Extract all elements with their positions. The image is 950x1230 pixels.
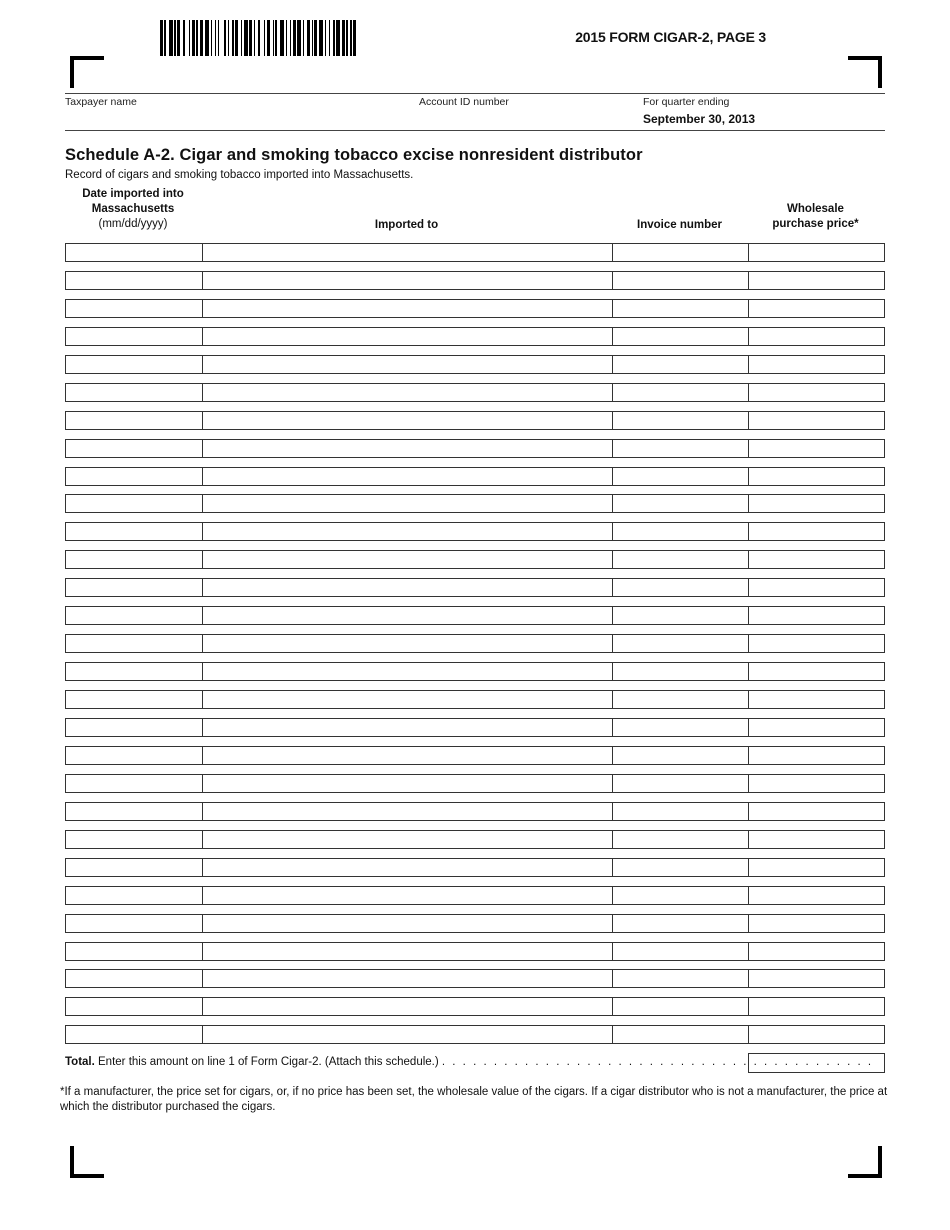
date-imported-cell[interactable] — [65, 411, 203, 430]
invoice-number-cell[interactable] — [612, 969, 749, 988]
wholesale-price-cell[interactable] — [748, 662, 885, 681]
quarter-ending-label: For quarter ending — [643, 96, 730, 108]
table-row — [65, 886, 885, 905]
invoice-number-cell[interactable] — [612, 439, 749, 458]
date-imported-cell[interactable] — [65, 383, 203, 402]
invoice-number-cell[interactable] — [612, 942, 749, 961]
schedule-subtitle: Record of cigars and smoking tobacco imported into Massachusetts. — [65, 169, 414, 181]
imported-to-cell[interactable] — [202, 522, 613, 541]
invoice-number-cell[interactable] — [612, 690, 749, 709]
date-imported-cell[interactable] — [65, 243, 203, 262]
taxpayer-name-label: Taxpayer name — [65, 96, 137, 108]
imported-to-cell[interactable] — [202, 439, 613, 458]
wholesale-price-cell[interactable] — [748, 858, 885, 877]
imported-to-cell[interactable] — [202, 634, 613, 653]
table-row — [65, 830, 885, 849]
header-bottom-rule — [65, 130, 885, 131]
wholesale-price-cell[interactable] — [748, 830, 885, 849]
invoice-number-cell[interactable] — [612, 774, 749, 793]
wholesale-price-cell[interactable] — [748, 997, 885, 1016]
imported-to-cell[interactable] — [202, 550, 613, 569]
date-imported-cell[interactable] — [65, 494, 203, 513]
date-imported-cell[interactable] — [65, 1025, 203, 1044]
wholesale-price-cell[interactable] — [748, 522, 885, 541]
table-row — [65, 969, 885, 988]
wholesale-price-cell[interactable] — [748, 439, 885, 458]
table-row — [65, 1025, 885, 1044]
table-row — [65, 578, 885, 597]
col-header-price-line2: purchase price* — [772, 218, 859, 230]
invoice-number-cell[interactable] — [612, 243, 749, 262]
invoice-number-cell[interactable] — [612, 550, 749, 569]
imported-to-cell[interactable] — [202, 467, 613, 486]
date-imported-cell[interactable] — [65, 522, 203, 541]
wholesale-price-cell[interactable] — [748, 690, 885, 709]
total-leader-dots: . . . . . . . . . . . . . . . . . . . . . . . . . . . . . . . . . . . . . . . . . . — [441, 1056, 874, 1068]
invoice-number-cell[interactable] — [612, 830, 749, 849]
imported-to-cell[interactable] — [202, 802, 613, 821]
table-row — [65, 522, 885, 541]
total-amount-field[interactable] — [748, 1053, 885, 1073]
imported-to-cell[interactable] — [202, 942, 613, 961]
imported-to-cell[interactable] — [202, 383, 613, 402]
table-row — [65, 690, 885, 709]
date-imported-cell[interactable] — [65, 578, 203, 597]
quarter-ending-value: September 30, 2013 — [643, 112, 756, 126]
wholesale-price-cell[interactable] — [748, 914, 885, 933]
date-imported-cell[interactable] — [65, 439, 203, 458]
table-row — [65, 634, 885, 653]
account-id-field[interactable] — [419, 110, 629, 128]
invoice-number-cell[interactable] — [612, 271, 749, 290]
date-imported-cell[interactable] — [65, 550, 203, 569]
wholesale-price-cell[interactable] — [748, 969, 885, 988]
invoice-number-cell[interactable] — [612, 299, 749, 318]
col-header-date-line1: Date imported into — [82, 188, 184, 200]
imported-to-cell[interactable] — [202, 969, 613, 988]
wholesale-price-cell[interactable] — [748, 774, 885, 793]
imported-to-cell[interactable] — [202, 746, 613, 765]
wholesale-price-cell[interactable] — [748, 746, 885, 765]
date-imported-cell[interactable] — [65, 830, 203, 849]
table-row — [65, 467, 885, 486]
col-header-date — [65, 187, 201, 232]
invoice-number-cell[interactable] — [612, 327, 749, 346]
date-imported-cell[interactable] — [65, 355, 203, 374]
imported-to-cell[interactable] — [202, 411, 613, 430]
date-imported-cell[interactable] — [65, 467, 203, 486]
invoice-number-cell[interactable] — [612, 886, 749, 905]
imported-to-cell[interactable] — [202, 886, 613, 905]
col-header-date-line2: Massachusetts — [91, 203, 175, 215]
imported-to-cell[interactable] — [202, 299, 613, 318]
wholesale-price-cell[interactable] — [748, 383, 885, 402]
table-row — [65, 942, 885, 961]
imported-to-cell[interactable] — [202, 997, 613, 1016]
table-row — [65, 243, 885, 262]
wholesale-price-cell[interactable] — [748, 271, 885, 290]
wholesale-price-cell[interactable] — [748, 243, 885, 262]
imported-to-cell[interactable] — [202, 662, 613, 681]
wholesale-price-cell[interactable] — [748, 299, 885, 318]
barcode — [160, 20, 470, 56]
imported-to-cell[interactable] — [202, 690, 613, 709]
date-imported-cell[interactable] — [65, 718, 203, 737]
invoice-number-cell[interactable] — [612, 411, 749, 430]
invoice-number-cell[interactable] — [612, 383, 749, 402]
table-row — [65, 411, 885, 430]
invoice-number-cell[interactable] — [612, 1025, 749, 1044]
table-row — [65, 494, 885, 513]
imported-to-cell[interactable] — [202, 1025, 613, 1044]
date-imported-cell[interactable] — [65, 774, 203, 793]
date-imported-cell[interactable] — [65, 634, 203, 653]
wholesale-price-cell[interactable] — [748, 802, 885, 821]
invoice-number-cell[interactable] — [612, 662, 749, 681]
table-row — [65, 355, 885, 374]
invoice-number-cell[interactable] — [612, 355, 749, 374]
date-imported-cell[interactable] — [65, 327, 203, 346]
imported-to-cell[interactable] — [202, 830, 613, 849]
table-row — [65, 383, 885, 402]
wholesale-price-cell[interactable] — [748, 606, 885, 625]
imported-to-cell[interactable] — [202, 494, 613, 513]
table-row — [65, 606, 885, 625]
table-row — [65, 997, 885, 1016]
date-imported-cell[interactable] — [65, 299, 203, 318]
date-imported-cell[interactable] — [65, 662, 203, 681]
date-imported-cell[interactable] — [65, 942, 203, 961]
col-header-price — [748, 202, 883, 232]
account-id-label: Account ID number — [419, 96, 509, 108]
date-imported-cell[interactable] — [65, 914, 203, 933]
col-header-price-line1: Wholesale — [787, 203, 844, 215]
imported-to-cell[interactable] — [202, 327, 613, 346]
table-row — [65, 774, 885, 793]
wholesale-price-cell[interactable] — [748, 550, 885, 569]
wholesale-price-cell[interactable] — [748, 355, 885, 374]
corner-mark-bottom-right — [848, 1146, 882, 1178]
imported-to-cell[interactable] — [202, 606, 613, 625]
wholesale-price-cell[interactable] — [748, 467, 885, 486]
date-imported-cell[interactable] — [65, 746, 203, 765]
invoice-number-cell[interactable] — [612, 802, 749, 821]
table-row — [65, 802, 885, 821]
header-top-rule — [65, 93, 885, 94]
invoice-number-cell[interactable] — [612, 494, 749, 513]
schedule-title: Schedule A-2. Cigar and smoking tobacco excise nonresident distributor — [65, 146, 643, 164]
invoice-number-cell[interactable] — [612, 718, 749, 737]
date-imported-cell[interactable] — [65, 858, 203, 877]
wholesale-price-cell[interactable] — [748, 942, 885, 961]
imported-to-cell[interactable] — [202, 858, 613, 877]
col-header-invoice: Invoice number — [637, 219, 722, 231]
imported-to-cell[interactable] — [202, 243, 613, 262]
total-instruction: Enter this amount on line 1 of Form Cigar-2. (Attach this schedule.) — [98, 1056, 439, 1068]
form-id: 2015 FORM CIGAR-2, PAGE 3 — [575, 29, 766, 45]
invoice-number-cell[interactable] — [612, 914, 749, 933]
corner-mark-top-left — [70, 56, 104, 88]
col-header-date-format: (mm/dd/yyyy) — [98, 218, 168, 230]
wholesale-price-cell[interactable] — [748, 327, 885, 346]
invoice-number-cell[interactable] — [612, 606, 749, 625]
table-row — [65, 718, 885, 737]
invoice-number-cell[interactable] — [612, 858, 749, 877]
total-label: Total. — [65, 1056, 95, 1068]
table-row — [65, 746, 885, 765]
date-imported-cell[interactable] — [65, 606, 203, 625]
wholesale-price-cell[interactable] — [748, 634, 885, 653]
invoice-number-cell[interactable] — [612, 997, 749, 1016]
table-row — [65, 327, 885, 346]
wholesale-price-cell[interactable] — [748, 886, 885, 905]
table-row — [65, 914, 885, 933]
date-imported-cell[interactable] — [65, 969, 203, 988]
wholesale-price-cell[interactable] — [748, 718, 885, 737]
date-imported-cell[interactable] — [65, 886, 203, 905]
col-header-imported-to: Imported to — [374, 219, 439, 231]
table-row — [65, 299, 885, 318]
table-row — [65, 550, 885, 569]
date-imported-cell[interactable] — [65, 690, 203, 709]
taxpayer-name-field[interactable] — [65, 110, 405, 128]
corner-mark-bottom-left — [70, 1146, 104, 1178]
table-row — [65, 858, 885, 877]
corner-mark-top-right — [848, 56, 882, 88]
wholesale-price-cell[interactable] — [748, 1025, 885, 1044]
table-row — [65, 662, 885, 681]
date-imported-cell[interactable] — [65, 271, 203, 290]
imported-to-cell[interactable] — [202, 271, 613, 290]
imported-to-cell[interactable] — [202, 718, 613, 737]
invoice-number-cell[interactable] — [612, 578, 749, 597]
wholesale-price-cell[interactable] — [748, 578, 885, 597]
date-imported-cell[interactable] — [65, 997, 203, 1016]
imported-to-cell[interactable] — [202, 774, 613, 793]
imported-to-cell[interactable] — [202, 914, 613, 933]
table-row — [65, 271, 885, 290]
date-imported-cell[interactable] — [65, 802, 203, 821]
footnote: *If a manufacturer, the price set for cigars, or, if no price has been set, the wholesale value of the cigars. If a cigar distributor who is not a manufacturer, the price at which the distributor purchased the cigars. — [60, 1086, 888, 1113]
imported-to-cell[interactable] — [202, 355, 613, 374]
invoice-number-cell[interactable] — [612, 746, 749, 765]
wholesale-price-cell[interactable] — [748, 494, 885, 513]
invoice-number-cell[interactable] — [612, 634, 749, 653]
invoice-number-cell[interactable] — [612, 467, 749, 486]
table-row — [65, 439, 885, 458]
invoice-number-cell[interactable] — [612, 522, 749, 541]
wholesale-price-cell[interactable] — [748, 411, 885, 430]
imported-to-cell[interactable] — [202, 578, 613, 597]
